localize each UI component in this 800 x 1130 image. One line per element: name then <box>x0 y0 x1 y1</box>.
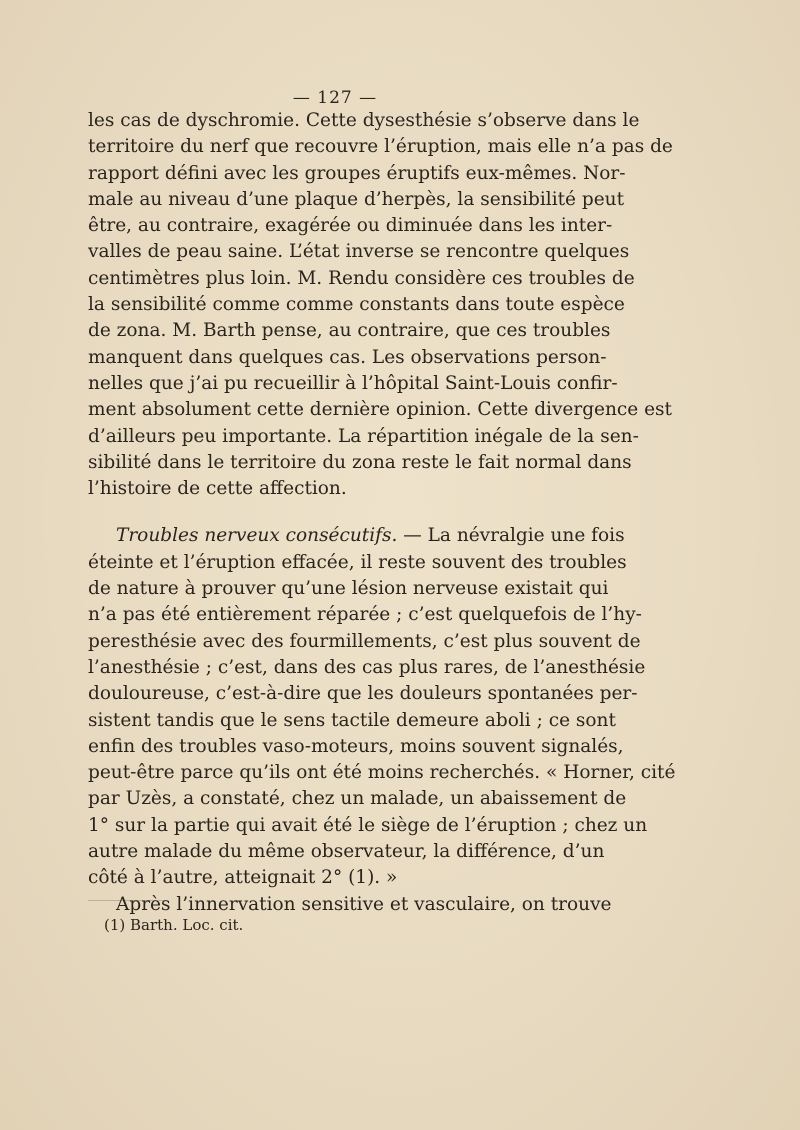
text-line: l’histoire de cette affection. <box>88 478 347 500</box>
text-line: de nature à prouver qu’une lésion nerveuse existait qui <box>88 578 609 600</box>
page-number: — 127 — <box>292 88 378 108</box>
text-line: peut-être parce qu’ils ont été moins recherchés. « Horner, cité <box>88 762 676 784</box>
text-line: rapport défini avec les groupes éruptifs eux-mêmes. Nor- <box>88 162 626 184</box>
text-line: enfin des troubles vaso-moteurs, moins souvent signalés, <box>88 735 624 757</box>
text-line: la sensibilité comme comme constants dans toute espèce <box>88 294 625 316</box>
text-line: 1° sur la partie qui avait été le siège de l’éruption ; chez un <box>88 814 648 836</box>
text-line: éteinte et l’éruption effacée, il reste souvent des troubles <box>88 551 627 573</box>
text-line: ment absolument cette dernière opinion. Cette divergence est <box>88 399 672 421</box>
paragraph-dysesthesia <box>88 108 673 502</box>
text-line: n’a pas été entièrement réparée ; c’est quelquefois de l’hy- <box>88 604 642 626</box>
text-line: sibilité dans le territoire du zona reste le fait normal dans <box>88 451 632 473</box>
text-line: nelles que j’ai pu recueillir à l’hôpital Saint-Louis confir- <box>88 372 618 394</box>
text-line: douloureuse, c’est-à-dire que les douleurs spontanées per- <box>88 683 638 705</box>
text-line <box>88 523 625 549</box>
text-line: de zona. M. Barth pense, au contraire, que ces troubles <box>88 320 611 342</box>
paragraph-innervation <box>88 892 612 918</box>
footnote: (1) Barth. Loc. cit. <box>104 916 244 934</box>
text-line: l’anesthésie ; c’est, dans des cas plus rares, de l’anesthésie <box>88 656 646 678</box>
text-line: côté à l’autre, atteignait 2° (1). » <box>88 867 398 889</box>
paragraph-troubles-nerveux <box>88 523 676 891</box>
text-line: male au niveau d’une plaque d’herpès, la sensibilité peut <box>88 188 625 210</box>
text-line: Après l’innervation sensitive et vasculaire, on trouve <box>116 893 612 915</box>
text-line: d’ailleurs peu importante. La répartition inégale de la sen- <box>88 425 639 447</box>
body-text <box>88 108 676 918</box>
text-line: valles de peau saine. L’état inverse se rencontre quelques <box>88 241 630 263</box>
text-line: territoire du nerf que recouvre l’éruption, mais elle n’a pas de <box>88 136 673 158</box>
text-line: manquent dans quelques cas. Les observations person- <box>88 346 607 368</box>
text-line: centimètres plus loin. M. Rendu considère ces troubles de <box>88 267 635 289</box>
text-line: peresthésie avec des fourmillements, c’est plus souvent de <box>88 630 641 652</box>
heading-continuation: — La névralgie une fois <box>397 525 625 547</box>
section-heading: Troubles nerveux consécutifs. <box>116 525 398 547</box>
footnote-divider <box>88 900 168 901</box>
text-line: par Uzès, a constaté, chez un malade, un abaissement de <box>88 788 627 810</box>
text-line: sistent tandis que le sens tactile demeure aboli ; ce sont <box>88 709 616 731</box>
text-line: les cas de dyschromie. Cette dysesthésie s’observe dans le <box>88 110 640 131</box>
text-line: être, au contraire, exagérée ou diminuée dans les inter- <box>88 215 613 237</box>
text-line: autre malade du même observateur, la différence, d’un <box>88 841 605 863</box>
